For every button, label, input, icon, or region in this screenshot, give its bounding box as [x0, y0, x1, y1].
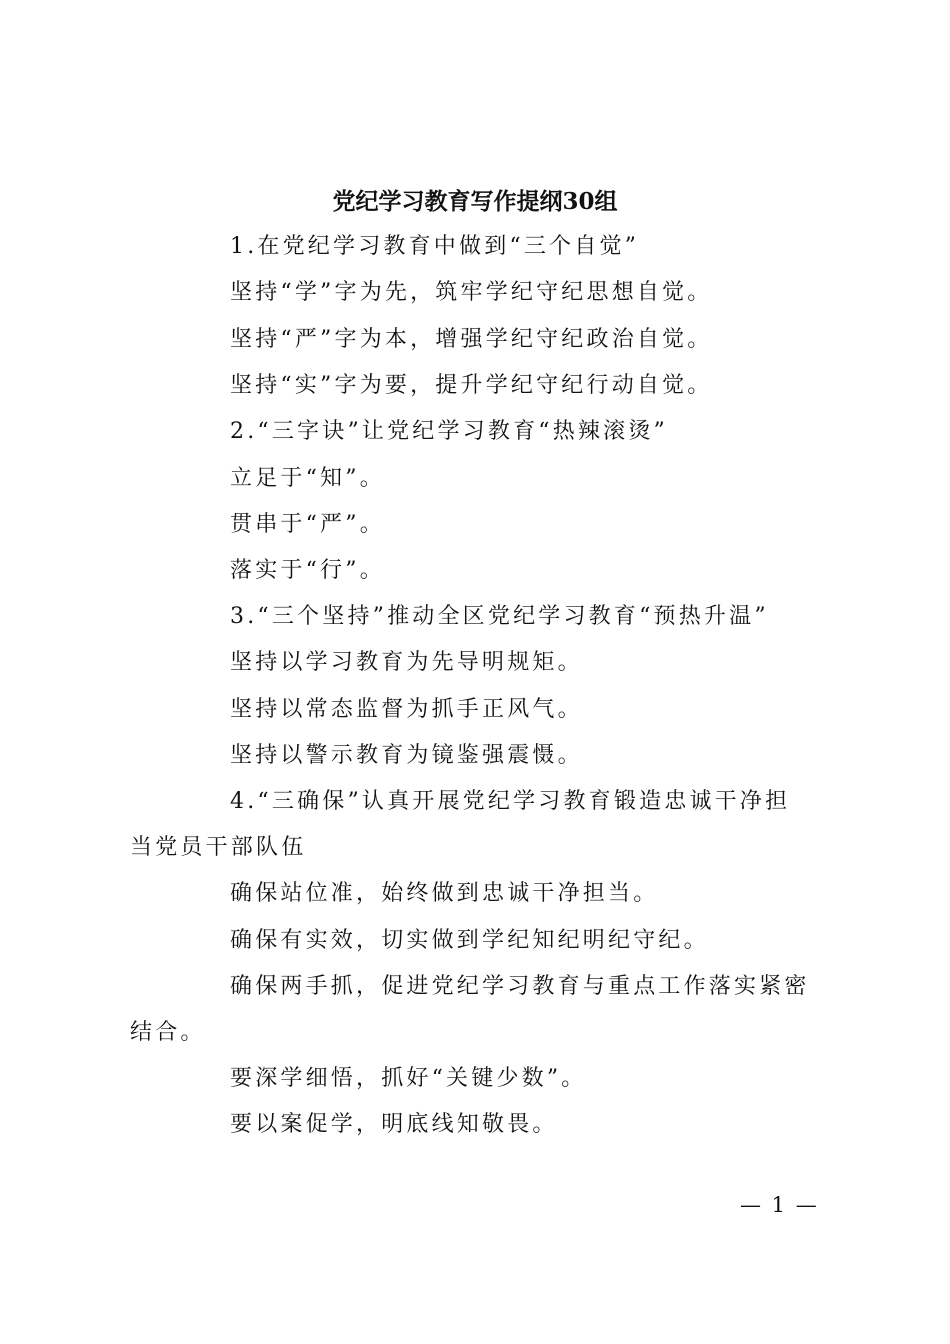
- paragraph-line: 确保有实效，切实做到学纪知纪明纪守纪。: [230, 928, 709, 953]
- paragraph-line: 坚持以警示教育为镜鉴强震慑。: [230, 743, 583, 768]
- heading-2: 2.“三字诀”让党纪学习教育“热辣滚烫”: [230, 419, 668, 444]
- paragraph-line: 贯串于“严”。: [230, 512, 385, 537]
- document-title: 党纪学习教育写作提纲30组: [332, 188, 618, 215]
- heading-4-continuation: 当党员干部队伍: [130, 835, 307, 860]
- heading-1: 1.在党纪学习教育中做到“三个自觉”: [230, 234, 640, 259]
- paragraph-line: 立足于“知”。: [230, 466, 385, 491]
- paragraph-line: 确保两手抓，促进党纪学习教育与重点工作落实紧密: [230, 974, 810, 999]
- paragraph-line: 坚持以学习教育为先导明规矩。: [230, 650, 583, 675]
- paragraph-line: 坚持“严”字为本，增强学纪守纪政治自觉。: [230, 327, 713, 352]
- paragraph-line: 坚持“实”字为要，提升学纪守纪行动自觉。: [230, 373, 713, 398]
- paragraph-line: 落实于“行”。: [230, 558, 385, 583]
- heading-4: 4.“三确保”认真开展党纪学习教育锻造忠诚干净担: [230, 789, 791, 814]
- paragraph-line-continuation: 结合。: [130, 1020, 206, 1045]
- paragraph-line: 坚持以常态监督为抓手正风气。: [230, 697, 583, 722]
- heading-3: 3.“三个坚持”推动全区党纪学习教育“预热升温”: [230, 604, 769, 629]
- paragraph-line: 要以案促学，明底线知敬畏。: [230, 1112, 558, 1137]
- paragraph-line: 要深学细悟，抓好“关键少数”。: [230, 1066, 587, 1091]
- paragraph-line: 确保站位准，始终做到忠诚干净担当。: [230, 881, 659, 906]
- paragraph-line: 坚持“学”字为先，筑牢学纪守纪思想自觉。: [230, 280, 713, 305]
- page-number: — 1 —: [740, 1193, 819, 1217]
